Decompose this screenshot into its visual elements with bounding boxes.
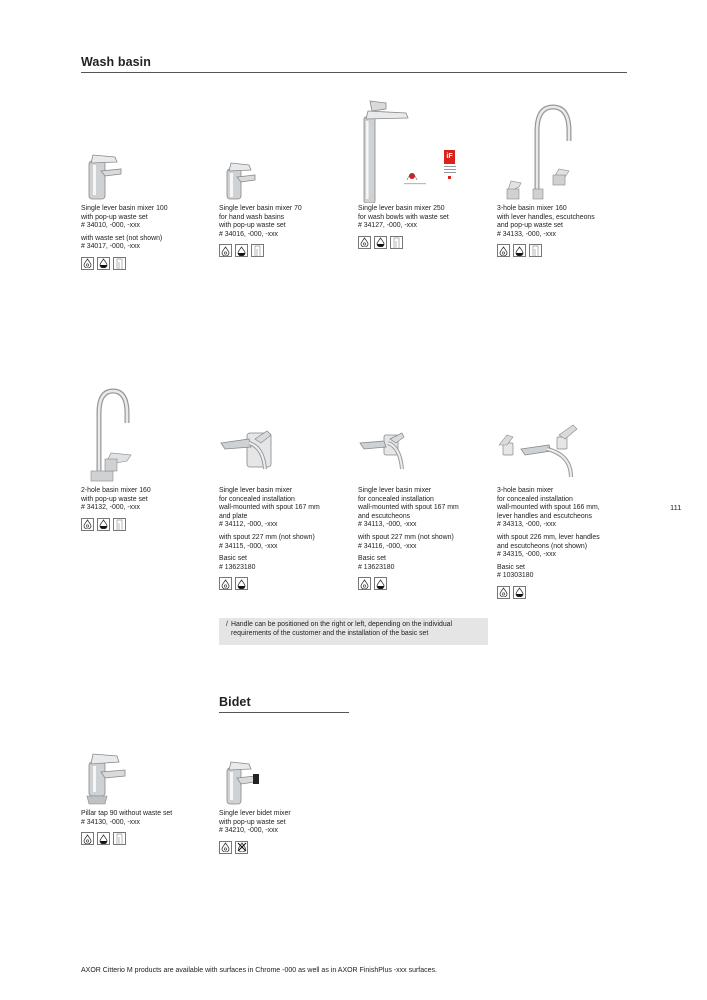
wall-faucet-escutcheon-image: [358, 413, 428, 483]
product-image: [81, 95, 216, 205]
faucet-2-hole-image: [81, 387, 141, 483]
water-drop-flow-icon: [81, 832, 94, 845]
desc-line: and plate: [219, 512, 248, 520]
water-drop-half-icon: [235, 577, 248, 590]
desc-line: wall-mounted with spout 167 mm: [219, 504, 320, 512]
note-line: requirements of the customer and the installation of the basic set: [231, 629, 429, 637]
note-line: Handle can be positioned on the right or left, depending on the individual: [231, 621, 453, 628]
article-number: # 34130, -000, -xxx: [81, 818, 140, 826]
faucet-basin-image: [81, 141, 141, 201]
product-image: [81, 700, 216, 810]
water-drop-half-icon: [97, 257, 110, 270]
award-badges: [404, 150, 464, 190]
page-number: 111: [670, 503, 682, 512]
desc-line: Basic set: [219, 555, 247, 563]
faucet-height-icon: [113, 257, 126, 270]
article-number: # 34133, -000, -xxx: [497, 230, 556, 238]
product-wall-mixer-with-escutcheons: [358, 377, 493, 590]
no-water-drop-icon: [235, 841, 248, 854]
desc-line: Single lever basin mixer: [219, 487, 293, 494]
desc-line: Pillar tap 90 without waste set: [81, 810, 173, 817]
desc-line: with lever handles, escutcheons: [497, 213, 595, 221]
water-drop-flow-icon: [497, 244, 510, 257]
water-drop-flow-icon: [358, 236, 371, 249]
desc-line: with spout 226 mm, lever handles: [497, 533, 600, 541]
product-pillar-tap-90: [81, 700, 216, 845]
pillar-tap-image: [81, 736, 141, 806]
desc-line: with waste set (not shown): [81, 234, 163, 242]
water-drop-flow-icon: [81, 518, 94, 531]
product-basin-mixer-100: [81, 95, 216, 270]
section-title-bidet: Bidet: [219, 695, 251, 709]
water-drop-half-icon: [374, 577, 387, 590]
desc-line: and escutcheons (not shown): [497, 542, 588, 550]
desc-line: with spout 227 mm (not shown): [219, 533, 315, 541]
product-wall-mixer-with-plate: [219, 377, 354, 590]
faucet-3-hole-image: [497, 101, 577, 201]
desc-line: for concealed installation: [358, 495, 434, 503]
article-number: # 34116, -000, -xxx: [358, 542, 417, 550]
product-basin-mixer-70: [219, 95, 354, 257]
water-drop-flow-icon: [219, 841, 232, 854]
water-drop-half-icon: [97, 832, 110, 845]
faucet-height-icon: [529, 244, 542, 257]
faucet-height-icon: [113, 518, 126, 531]
article-number: # 13623180: [358, 563, 395, 571]
water-drop-flow-icon: [497, 586, 510, 599]
desc-line: for hand wash basins: [219, 213, 285, 221]
water-drop-flow-icon: [81, 257, 94, 270]
desc-line: Single lever basin mixer 100: [81, 205, 168, 212]
article-number: # 13623180: [219, 563, 256, 571]
article-number: # 34010, -000, -xxx: [81, 222, 140, 230]
wall-faucet-3-hole-image: [497, 413, 587, 483]
desc-line: with pop-up waste set: [81, 213, 148, 221]
article-number: # 34016, -000, -xxx: [219, 230, 278, 238]
desc-line: for concealed installation: [497, 495, 573, 503]
water-drop-half-icon: [513, 586, 526, 599]
article-number: # 34113, -000, -xxx: [358, 521, 417, 529]
if-award-caption: [444, 166, 456, 178]
desc-line: with spout 227 mm (not shown): [358, 533, 454, 541]
article-number: # 34017, -000, -xxx: [81, 243, 140, 251]
section-rule-wash-basin: [81, 72, 627, 73]
desc-line: 2-hole basin mixer 160: [81, 487, 151, 494]
article-number: # 34127, -000, -xxx: [358, 222, 417, 230]
desc-line: lever handles and escutcheons: [497, 512, 593, 520]
product-bidet-mixer: [219, 700, 354, 854]
desc-line: Single lever bidet mixer: [219, 810, 291, 817]
desc-line: with pop-up waste set: [219, 818, 286, 826]
article-number: # 34210, -000, -xxx: [219, 827, 278, 835]
water-drop-half-icon: [235, 244, 248, 257]
desc-line: with pop-up waste set: [81, 495, 148, 503]
installation-note: [219, 618, 488, 645]
bidet-faucet-image: [219, 746, 279, 806]
product-image: [497, 377, 632, 487]
desc-line: Single lever basin mixer 250: [358, 205, 445, 212]
faucet-height-icon: [113, 832, 126, 845]
product-2-hole-basin-mixer-160: [81, 377, 216, 531]
desc-line: wall-mounted with spout 166 mm,: [497, 504, 600, 512]
footer-note: AXOR Citterio M products are available with surfaces in Chrome -000 as well as in AXOR FinishPlus -xxx surfaces.: [81, 967, 437, 974]
desc-line: for concealed installation: [219, 495, 295, 503]
desc-line: with pop-up waste set: [219, 222, 286, 230]
water-drop-half-icon: [374, 236, 387, 249]
product-image: [219, 377, 354, 487]
water-drop-half-icon: [97, 518, 110, 531]
water-drop-flow-icon: [219, 244, 232, 257]
product-3-hole-wall-mixer: [497, 377, 632, 599]
desc-line: Single lever basin mixer 70: [219, 205, 302, 212]
if-award-badge: iF: [444, 150, 455, 164]
note-marker: /: [226, 621, 228, 628]
desc-line: and pop-up waste set: [497, 222, 563, 230]
water-drop-flow-icon: [219, 577, 232, 590]
faucet-basin-image: [219, 141, 279, 201]
desc-line: Single lever basin mixer: [358, 487, 432, 494]
product-image: [81, 377, 216, 487]
article-number: # 10303180: [497, 572, 534, 580]
desc-line: Basic set: [497, 563, 525, 571]
desc-line: wall-mounted with spout 167 mm: [358, 504, 459, 512]
product-3-hole-basin-mixer-160: [497, 95, 632, 257]
desc-line: and escutcheons: [358, 512, 411, 520]
wall-faucet-plate-image: [219, 413, 289, 483]
product-image: [219, 700, 354, 810]
product-image: [219, 95, 354, 205]
water-drop-half-icon: [513, 244, 526, 257]
desc-line: 3-hole basin mixer: [497, 487, 554, 494]
desc-line: Basic set: [358, 555, 386, 563]
article-number: # 34132, -000, -xxx: [81, 504, 140, 512]
product-image: [358, 377, 493, 487]
desc-line: 3-hole basin mixer 160: [497, 205, 567, 212]
article-number: # 34315, -000, -xxx: [497, 551, 556, 559]
faucet-height-icon: [390, 236, 403, 249]
section-title-wash-basin: Wash basin: [81, 55, 151, 69]
water-drop-flow-icon: [358, 577, 371, 590]
product-image: [497, 95, 632, 205]
desc-line: for wash bowls with waste set: [358, 213, 449, 221]
faucet-height-icon: [251, 244, 264, 257]
article-number: # 34115, -000, -xxx: [219, 542, 278, 550]
article-number: # 34112, -000, -xxx: [219, 521, 278, 529]
article-number: # 34313, -000, -xxx: [497, 521, 556, 529]
